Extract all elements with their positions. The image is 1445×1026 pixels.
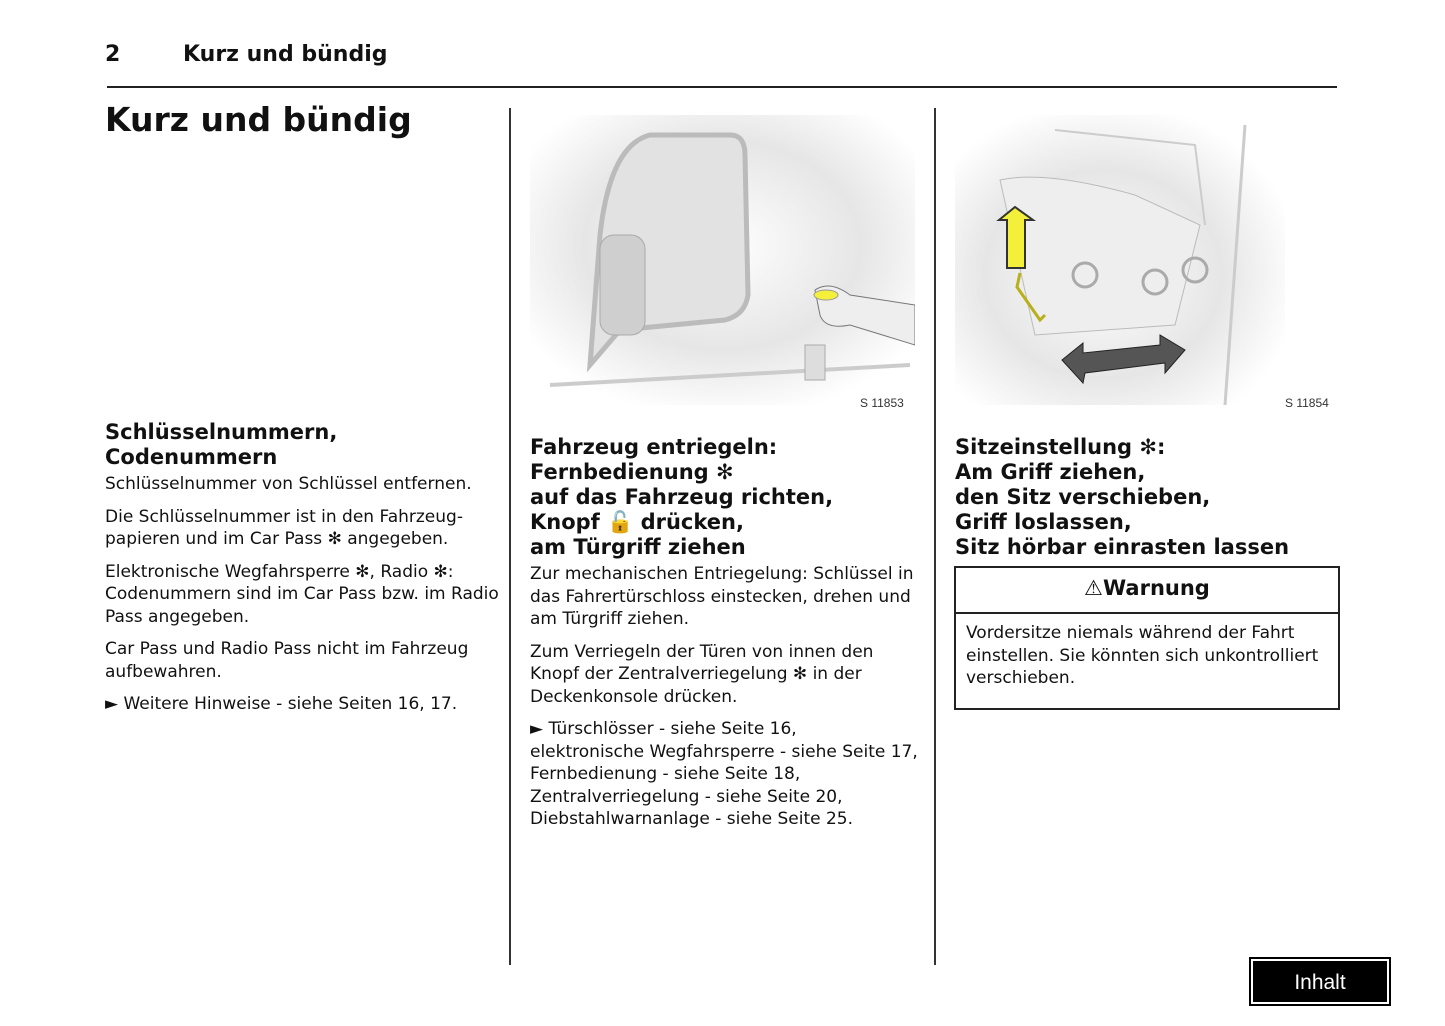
warning-title: ⚠Warnung — [956, 568, 1338, 614]
cross-references[interactable]: ► Türschlösser - siehe Seite 16, elektronische Wegfahrsperre - siehe Seite 17, Fernbedienung - siehe Seite 18, Zentralverriegelung - siehe Seite 20, Diebstahlwarnanlage - siehe Seite 25. — [530, 719, 918, 829]
image-code: S 11853 — [860, 396, 904, 410]
contents-button[interactable]: Inhalt — [1251, 959, 1389, 1004]
paragraph: Zur mechanischen Entriegelung: Schlüssel in das Fahrertürschloss einstecken, drehen und am Türgriff ziehen. — [530, 564, 914, 629]
paragraph: Zum Verriegeln der Türen von innen den Knopf der Zentralverriegelung ✻ in der Deckenkonsole drücken. — [530, 641, 874, 707]
page-number: 2 — [105, 42, 121, 67]
warning-box — [954, 566, 1340, 710]
page-title: Kurz und bündig — [105, 100, 412, 139]
seat-adjust-illustration — [955, 115, 1285, 405]
warning-text: Vordersitze niemals während der Fahrt einstellen. Sie könnten sich unkontrolliert verschieben. — [966, 623, 1319, 688]
column-divider — [509, 108, 511, 965]
paragraph: Schlüsselnummer von Schlüssel entfernen. — [105, 474, 472, 494]
column-divider — [934, 108, 936, 965]
keys-section — [105, 420, 500, 726]
running-header: Kurz und bündig — [183, 42, 388, 67]
image-code: S 11854 — [1285, 396, 1329, 410]
paragraph: Car Pass und Radio Pass nicht im Fahrzeug aufbewahren. — [105, 639, 469, 682]
section-heading: Fahrzeug entriegeln: Fernbedienung ✻ auf das Fahrzeug richten, Knopf 🔓 drücken, am Türgriff ziehen — [530, 435, 834, 559]
seat-section — [955, 435, 1340, 563]
section-heading: Schlüsselnummern, Codenummern — [105, 420, 338, 469]
cross-reference-link[interactable]: ► Weitere Hinweise - siehe Seiten 16, 17. — [105, 694, 458, 714]
header-divider — [107, 86, 1337, 88]
paragraph: Elektronische Wegfahrsperre ✻, Radio ✻: Codenummern sind im Car Pass bzw. im Radio Pass angegeben. — [105, 561, 499, 627]
unlock-section — [530, 435, 925, 841]
paragraph: Die Schlüsselnummer ist in den Fahrzeug-papieren und im Car Pass ✻ angegeben. — [105, 506, 463, 549]
section-heading: Sitzeinstellung ✻: Am Griff ziehen, den Sitz verschieben, Griff loslassen, Sitz hörbar einrasten lassen — [955, 435, 1290, 559]
door-unlock-illustration — [530, 115, 915, 405]
